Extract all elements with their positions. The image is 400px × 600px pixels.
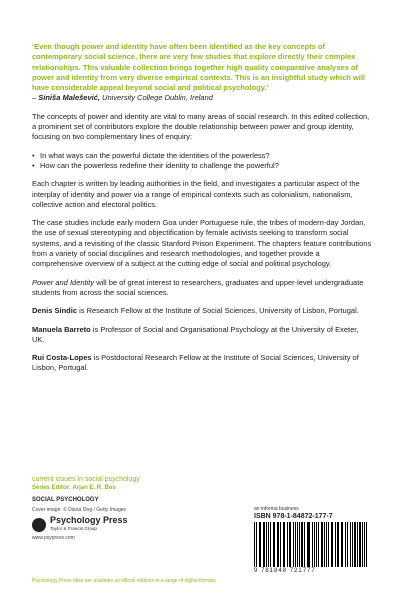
barcode-bar	[266, 522, 267, 567]
ebook-note: Psychology Press titles are available as eBook editions in a range of digital formats	[32, 578, 216, 584]
description-paragraph-4	[32, 278, 372, 299]
barcode-bar	[287, 522, 288, 567]
barcode-bar	[283, 522, 284, 567]
barcode-bar	[293, 522, 294, 567]
author-name: Denis Sindic	[32, 306, 78, 316]
barcode-bar	[359, 522, 360, 567]
barcode-bar	[347, 522, 348, 567]
barcode-bar	[326, 522, 327, 567]
author-name: Manuela Barreto	[32, 324, 91, 334]
enquiry-list	[32, 151, 372, 172]
barcode-bar	[357, 522, 358, 567]
barcode-bar	[256, 522, 257, 567]
barcode-bar	[289, 522, 291, 567]
barcode-bar	[318, 522, 319, 567]
barcode-bar	[299, 522, 300, 567]
barcode-bar	[362, 522, 363, 567]
barcode-bar	[324, 522, 325, 567]
author-bio-text: is Professor of Social and Organisational Psychology at the University of Exeter, UK.	[32, 324, 359, 344]
list-item: • In what ways can the powerful dictate the identities of the powerless?	[32, 151, 372, 161]
barcode-bar	[280, 522, 281, 567]
barcode-bar	[332, 522, 333, 567]
barcode-bar	[345, 522, 346, 567]
series-title: current issues in social psychology	[32, 476, 140, 483]
publisher-text	[50, 516, 128, 533]
barcode-bar	[295, 522, 296, 567]
barcode-bar	[284, 522, 285, 567]
barcode-bar	[312, 522, 313, 567]
description-paragraph-3: The case studies include early modern Goa under Portuguese rule, the tribes of modern-day Jordan, the use of sexual stereotyping and objectification by female activists seeking to transform social systems, and a revisiting of the classic Stanford Prison Experiment. The chapters feature contributions from a variety of social disciplines and research methodologies, and together provide a comprehensive overview of a subject at the cutting edge of social and political psychology.	[32, 218, 372, 269]
barcode-bar	[366, 522, 367, 567]
author-bio	[32, 353, 372, 374]
series-editor: Series Editor: Arjan E. R. Bos	[32, 485, 116, 491]
list-item: • How can the powerless redefine their identity to challenge the powerful?	[32, 161, 372, 171]
barcode-bar	[308, 522, 310, 567]
review-quote: ‘Even though power and identity have often been identified as the key concepts of contemporary social science, there are very few studies that explore directly their complex relationships. This valuable collection brings together high quality comparative analyses of power and identity from very diverse empirical contexts. This is an insightful study which will have considerable appeal beyond social and political psychology.’	[32, 42, 365, 93]
barcode-bar	[254, 522, 255, 567]
isbn-number: ISBN 978-1-84872-177-7	[254, 513, 333, 520]
author-bio	[32, 325, 372, 346]
barcode-bar	[301, 522, 302, 567]
reviewer-name: Siniša Malešević,	[38, 93, 100, 103]
barcode-bar	[260, 522, 261, 567]
informa-tagline: an informa business	[254, 506, 299, 512]
barcode-bar	[350, 522, 351, 567]
barcode-bar	[335, 522, 336, 567]
publisher-website[interactable]: www.psypress.com	[32, 535, 75, 541]
barcode-bar	[342, 522, 343, 567]
barcode-bar	[321, 522, 323, 567]
description-paragraph-2: Each chapter is written by leading authorities in the field, and investigates a particular aspect of the interplay of identity and power via a range of empirical contexts such as colonialism, nationalism, collective action and electoral politics.	[32, 179, 360, 209]
author-name: Rui Costa-Lopes	[32, 353, 92, 363]
barcode-bar	[307, 522, 308, 567]
barcode-bar	[314, 522, 315, 567]
psychology-press-logo-icon	[32, 518, 46, 532]
isbn-barcode-block	[254, 506, 369, 574]
reviewer-institution: University College Dublin, Ireland	[99, 93, 213, 103]
author-bio-text: is Postdoctoral Research Fellow at the Institute of Social Sciences, University of Lisbon, Portugal.	[32, 353, 359, 373]
barcode-icon	[254, 522, 369, 567]
publisher-group: Taylor & Francis Group	[50, 526, 97, 531]
barcode-bar	[354, 522, 356, 567]
back-cover-text	[32, 42, 372, 382]
description-paragraph-1: The concepts of power and identity are vital to many areas of social research. In this edited collection, a prominent set of contributors explore the double relationship between power and group identity, focusing on two complementary lines of enquiry:	[32, 111, 370, 142]
barcode-bar	[263, 522, 265, 567]
barcode-bar	[274, 522, 275, 567]
barcode-bar	[259, 522, 260, 567]
barcode-digits: 9 781848 721777	[254, 568, 316, 574]
barcode-bar	[331, 522, 332, 567]
subject-category: SOCIAL PSYCHOLOGY	[32, 497, 99, 503]
audience-text: will be of great interest to researchers, graduates and upper-level undergraduate students from across the social sciences.	[32, 277, 364, 297]
barcode-bar	[316, 522, 317, 567]
barcode-bar	[341, 522, 342, 567]
barcode-bar	[270, 522, 271, 567]
cover-credit: Cover image: © Diana Ong / Getty Images	[32, 507, 127, 513]
barcode-bar	[273, 522, 274, 567]
barcode-bar	[364, 522, 365, 567]
barcode-bar	[328, 522, 329, 567]
barcode-bar	[297, 522, 298, 567]
author-bio-text: is Research Fellow at the Institute of Social Sciences, University of Lisbon, Portugal.	[77, 306, 359, 316]
review-attribution	[32, 93, 372, 103]
barcode-bar	[268, 522, 269, 567]
book-title: Power and Identity	[32, 277, 95, 287]
attribution-dash: –	[32, 93, 39, 103]
author-bio	[32, 306, 372, 316]
barcode-bar	[304, 522, 305, 567]
barcode-bar	[352, 522, 353, 567]
barcode-bar	[337, 522, 339, 567]
barcode-bar	[277, 522, 279, 567]
publisher-name: Psychology Press	[50, 515, 128, 525]
